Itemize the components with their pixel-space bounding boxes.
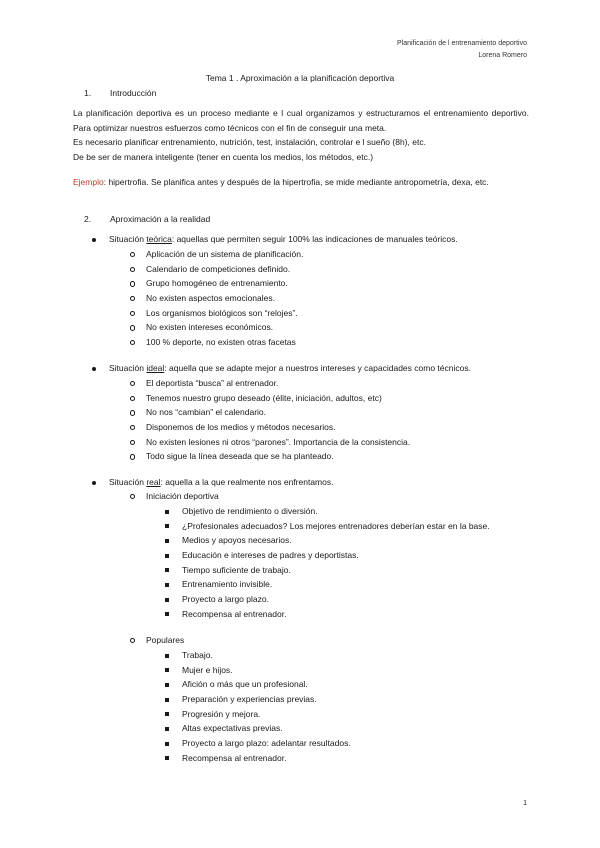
- intro-p2: Es necesario planificar entrenamiento, nutrición, test, instalación, controlar e l sueño (8h), etc.: [73, 137, 426, 148]
- section-2-number: 2.: [84, 214, 92, 224]
- iniciacion-items: [165, 504, 490, 622]
- list-item: Trabajo.: [165, 648, 351, 663]
- list-item: Todo sigue la línea deseada que se ha planteado.: [130, 449, 410, 464]
- iniciacion-heading: [130, 489, 219, 504]
- real-keyword: real: [146, 477, 161, 487]
- example-text: : hipertrofia. Se planifica antes y después de la hipertrofia, se mide mediante antropometría, dexa, etc.: [103, 177, 489, 187]
- list-item: No existen aspectos emocionales.: [130, 291, 303, 306]
- section-1-number: 1.: [84, 88, 92, 98]
- list-item: Recompensa al entrenador.: [165, 607, 490, 622]
- list-item: No nos “cambian” el calendario.: [130, 405, 410, 420]
- page-header: [397, 38, 527, 62]
- list-item: Proyecto a largo plazo: adelantar resultados.: [165, 736, 351, 751]
- list-item: Situación ideal: aquella que se adapte mejor a nuestros intereses y capacidades como técnicos.: [92, 361, 471, 376]
- ideal-items: [130, 376, 410, 464]
- populares-heading: [130, 633, 184, 648]
- list-item: Mujer e hijos.: [165, 663, 351, 678]
- intro-paragraphs: [73, 106, 529, 165]
- list-item: No existen lesiones ni otros “parones”. Importancia de la consistencia.: [130, 435, 410, 450]
- populares-items: [165, 648, 351, 766]
- list-item: Los organismos biológicos son “relojes”.: [130, 306, 303, 321]
- list-item: Tiempo suficiente de trabajo.: [165, 563, 490, 578]
- list-item: Aplicación de un sistema de planificación.: [130, 247, 303, 262]
- ideal-keyword: ideal: [146, 363, 165, 373]
- list-item: ¿Profesionales adecuados? Los mejores entrenadores deberían estar en la base.: [165, 519, 490, 534]
- section-1-heading: Introducción: [110, 88, 157, 98]
- example-label: Ejemplo: [73, 177, 104, 187]
- header-course: Planificación de l entrenamiento deportivo: [397, 40, 527, 47]
- teorica-items: [130, 247, 303, 350]
- teorica-bullet: [92, 232, 458, 247]
- list-item: Recompensa al entrenador.: [165, 751, 351, 766]
- document-title: Tema 1 . Aproximación a la planificación deportiva: [205, 73, 395, 83]
- list-item: Afición o más que un profesional.: [165, 677, 351, 692]
- list-item: Educación e intereses de padres y deportistas.: [165, 548, 490, 563]
- list-item: Iniciación deportiva: [130, 489, 219, 504]
- list-item: Medios y apoyos necesarios.: [165, 533, 490, 548]
- list-item: Entrenamiento invisible.: [165, 577, 490, 592]
- header-author: Lorena Romero: [478, 52, 527, 59]
- real-bullet: [92, 475, 333, 490]
- list-item: Grupo homogéneo de entrenamiento.: [130, 276, 303, 291]
- intro-p1: La planificación deportiva es un proceso mediante e l cual organizamos y estructuramos el entrenamiento deportivo. Para optimizar nuestros esfuerzos como técnicos con el fin de conseguir una meta.: [73, 108, 529, 133]
- list-item: Progresión y mejora.: [165, 707, 351, 722]
- list-item: Objetivo de rendimiento o diversión.: [165, 504, 490, 519]
- list-item: Populares: [130, 633, 184, 648]
- list-item: Calendario de competiciones definido.: [130, 262, 303, 277]
- list-item: Situación real: aquella a la que realmente nos enfrentamos.: [92, 475, 333, 490]
- list-item: Preparación y experiencias previas.: [165, 692, 351, 707]
- example-paragraph: [73, 175, 529, 190]
- ideal-bullet: [92, 361, 471, 376]
- page-number: 1: [523, 800, 527, 807]
- list-item: 100 % deporte, no existen otras facetas: [130, 335, 303, 350]
- list-item: Tenemos nuestro grupo deseado (élite, iniciación, adultos, etc): [130, 391, 410, 406]
- section-2-heading: Aproximación a la realidad: [110, 214, 211, 224]
- list-item: Situación teórica: aquellas que permiten seguir 100% las indicaciones de manuales teóricos.: [92, 232, 458, 247]
- teorica-keyword: teórica: [146, 234, 172, 244]
- intro-p3: De be ser de manera inteligente (tener en cuenta los medios, los métodos, etc.): [73, 152, 374, 163]
- list-item: Proyecto a largo plazo.: [165, 592, 490, 607]
- list-item: Disponemos de los medios y métodos necesarios.: [130, 420, 410, 435]
- list-item: El deportista “busca” al entrenador.: [130, 376, 410, 391]
- list-item: Altas expectativas previas.: [165, 721, 351, 736]
- list-item: No existen intereses económicos.: [130, 320, 303, 335]
